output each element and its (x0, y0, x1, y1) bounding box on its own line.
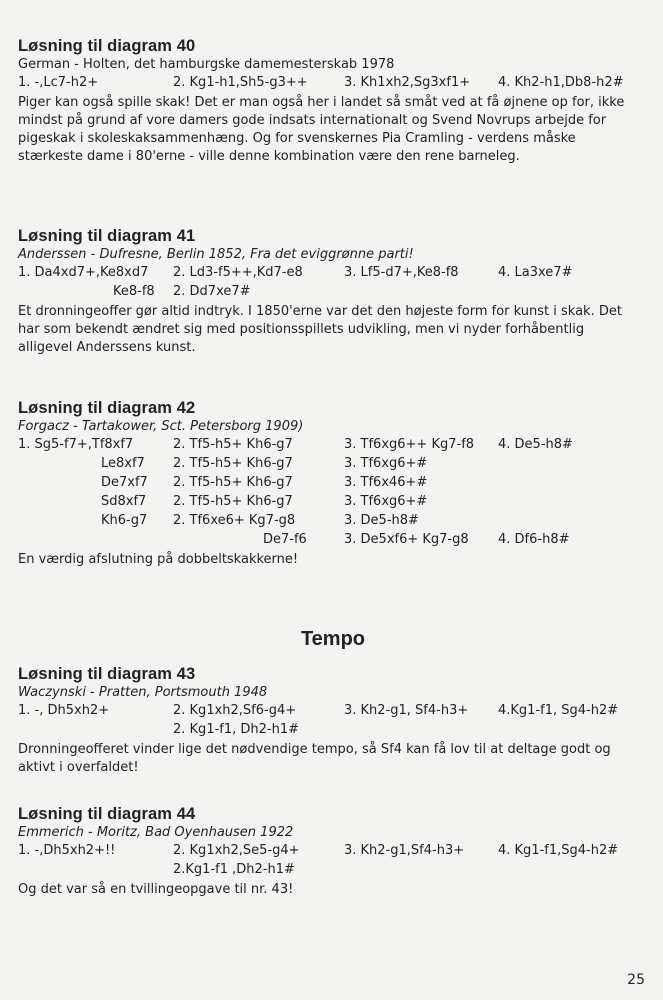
game-subtitle: Emmerich - Moritz, Bad Oyenhausen 1922 (18, 825, 294, 840)
move: 2. Dd7xe7# (173, 284, 251, 299)
move: 3. Tf6x46+# (344, 475, 428, 490)
move: 2.Kg1-f1 ,Dh2-h1# (173, 862, 295, 877)
solution-42 (18, 398, 648, 569)
move: 4. De5-h8# (498, 437, 573, 452)
move: 2. Ld3-f5++,Kd7-e8 (173, 265, 303, 280)
move: 3. Lf5-d7+,Ke8-f8 (344, 265, 459, 280)
game-subtitle: Anderssen - Dufresne, Berlin 1852, Fra det eviggrønne parti! (18, 247, 414, 262)
moves-row (18, 473, 648, 492)
move: 1. -,Dh5xh2+!! (18, 843, 116, 858)
move: 3. Tf6xg6+# (344, 456, 428, 471)
move: 3. Kh2-g1, Sf4-h3+ (344, 703, 469, 718)
move: 4. Kh2-h1,Db8-h2# (498, 75, 624, 90)
move: De7-f6 (263, 532, 307, 547)
move: Ke8-f8 (113, 284, 155, 299)
moves-row (18, 701, 648, 720)
moves-row (18, 435, 648, 454)
solution-41 (18, 226, 648, 357)
move: 3. De5xf6+ Kg7-g8 (344, 532, 469, 547)
commentary: Piger kan også spille skak! Det er man også her i landet så småt ved at få øjnene op for, ikke mindst på grund af vore damers gode indsats internationalt og Svend Novrups arbejde for pigeskak i skoleskaksammenhæng. Og for svenskernes Pia Cramling - verdens måske stærkeste dame i 80'erne - ville denne kombination være den rene barneleg. (18, 95, 625, 164)
move: 2. Kg1-h1,Sh5-g3++ (173, 75, 308, 90)
move: 3. Tf6xg6++ Kg7-f8 (344, 437, 475, 452)
moves-row (18, 841, 648, 860)
moves-row (18, 454, 648, 473)
game-subtitle: German - Holten, det hamburgske damemesterskab 1978 (18, 57, 395, 72)
move: 2. Tf5-h5+ Kh6-g7 (173, 475, 293, 490)
moves-row (18, 530, 648, 549)
commentary: En værdig afslutning på dobbeltskakkerne! (18, 552, 299, 567)
section-title: Løsning til diagram 41 (18, 227, 196, 245)
move: Sd8xf7 (101, 494, 147, 509)
section-title: Løsning til diagram 43 (18, 665, 196, 683)
move: 2. Tf5-h5+ Kh6-g7 (173, 456, 293, 471)
moves-row (18, 73, 648, 92)
section-title: Løsning til diagram 44 (18, 805, 196, 823)
move: 3. De5-h8# (344, 513, 419, 528)
game-subtitle: Forgacz - Tartakower, Sct. Petersborg 1909) (18, 419, 304, 434)
moves-row (18, 860, 648, 879)
move: 2. Kg1-f1, Dh2-h1# (173, 722, 300, 737)
commentary: Dronningeofferet vinder lige det nødvendige tempo, så Sf4 kan få lov til at deltage godt og aktivt i overfaldet! (18, 742, 611, 775)
moves-row (18, 263, 648, 282)
move: 2. Kg1xh2,Sf6-g4+ (173, 703, 297, 718)
move: 4. Df6-h8# (498, 532, 570, 547)
page-number: 25 (627, 972, 645, 988)
solution-43 (18, 664, 648, 777)
move: 4. Kg1-f1,Sg4-h2# (498, 843, 619, 858)
move: 2. Tf5-h5+ Kh6-g7 (173, 437, 293, 452)
move: 2. Tf6xe6+ Kg7-g8 (173, 513, 296, 528)
move: 3. Kh2-g1,Sf4-h3+ (344, 843, 465, 858)
game-subtitle: Waczynski - Pratten, Portsmouth 1948 (18, 685, 268, 700)
tempo-heading: Tempo (300, 628, 366, 650)
solution-40 (18, 36, 648, 166)
solution-44 (18, 804, 648, 899)
move: Kh6-g7 (101, 513, 148, 528)
section-title: Løsning til diagram 40 (18, 37, 196, 55)
section-title: Løsning til diagram 42 (18, 399, 196, 417)
moves-row (18, 511, 648, 530)
move: 2. Kg1xh2,Se5-g4+ (173, 843, 300, 858)
move: 1. -, Dh5xh2+ (18, 703, 110, 718)
moves-row (18, 492, 648, 511)
move: 2. Tf5-h5+ Kh6-g7 (173, 494, 293, 509)
move: 4.Kg1-f1, Sg4-h2# (498, 703, 619, 718)
move: 1. -,Lc7-h2+ (18, 75, 99, 90)
move: 3. Kh1xh2,Sg3xf1+ (344, 75, 471, 90)
move: Le8xf7 (101, 456, 145, 471)
move: 3. Tf6xg6+# (344, 494, 428, 509)
moves-row (18, 282, 648, 301)
move: 1. Sg5-f7+,Tf8xf7 (18, 437, 134, 452)
move: 4. La3xe7# (498, 265, 573, 280)
move: 1. Da4xd7+,Ke8xd7 (18, 265, 149, 280)
commentary: Og det var så en tvillingeopgave til nr. 43! (18, 882, 294, 897)
move: De7xf7 (101, 475, 148, 490)
moves-row (18, 720, 648, 739)
commentary: Et dronningeoffer gør altid indtryk. I 1850'erne var det den højeste form for kunst i skak. Det har som bekendt ændret sig med positionsspillets udvikling, men vi nyder forhåbentlig alligevel Anderssens kunst. (18, 304, 622, 355)
